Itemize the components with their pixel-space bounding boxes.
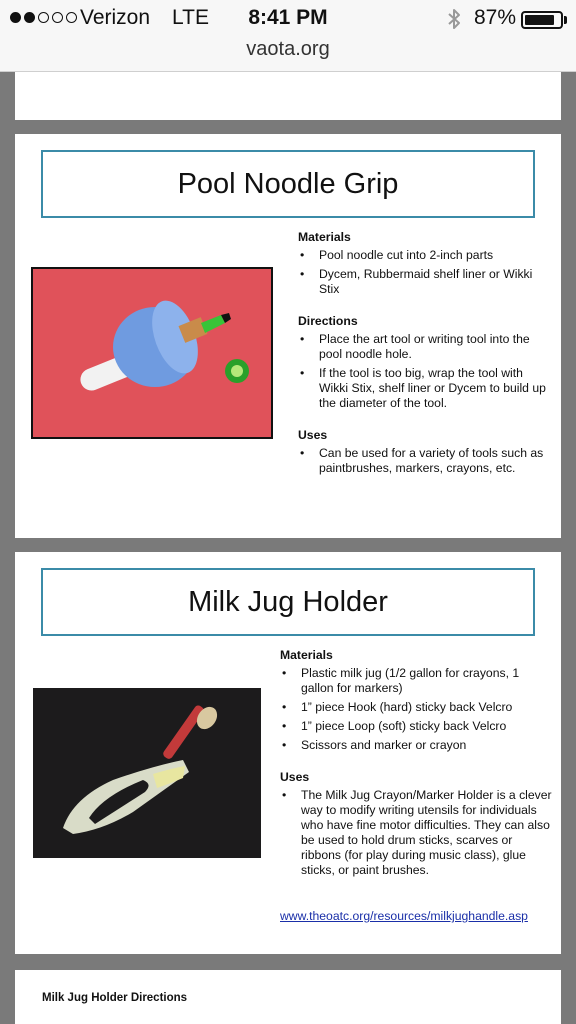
- materials-list: [280, 666, 555, 753]
- uses-list: [298, 446, 548, 476]
- list-item: • Place the art tool or writing tool into the pool noodle hole.: [298, 332, 548, 362]
- list-item: • Can be used for a variety of tools such as paintbrushes, markers, crayons, etc.: [298, 446, 548, 476]
- list-item: • Scissors and marker or crayon: [280, 738, 555, 753]
- slide-previous: [15, 72, 561, 120]
- materials-heading: Materials: [280, 648, 333, 662]
- browser-top-bar: [0, 0, 576, 72]
- uses-heading: Uses: [298, 428, 328, 442]
- battery-percent: 87%: [474, 6, 517, 29]
- address-bar-url[interactable]: vaota.org: [246, 38, 330, 60]
- carrier-name: Verizon: [80, 6, 151, 29]
- list-item: • The Milk Jug Crayon/Marker Holder is a clever way to modify writing utensils for individuals who have fine motor difficulties. They can also be used to hold drum sticks, scarves or ribbons (for play during music class), glue sticks, or paint brushes.: [280, 788, 555, 878]
- list-item: • 1” piece Hook (hard) sticky back Velcro: [280, 700, 555, 715]
- uses-section: [298, 428, 548, 476]
- directions-heading: Directions: [298, 314, 358, 328]
- directions-list: [298, 332, 548, 411]
- directions-section: [298, 314, 548, 411]
- slide-text: [280, 648, 555, 895]
- slide-pool-noodle-grip: [15, 134, 561, 538]
- materials-section: [298, 230, 548, 297]
- list-item: • If the tool is too big, wrap the tool with Wikki Stix, shelf liner or Dycem to build up the diameter of the tool.: [298, 366, 548, 411]
- list-item: • 1” piece Loop (soft) sticky back Velcro: [280, 719, 555, 734]
- slide-heading: Milk Jug Holder Directions: [42, 992, 188, 1004]
- list-item: • Pool noodle cut into 2-inch parts: [298, 248, 548, 263]
- uses-list: [280, 788, 555, 878]
- uses-heading: Uses: [280, 770, 310, 784]
- battery-fill: [525, 15, 554, 25]
- uses-section: [280, 770, 555, 878]
- materials-heading: Materials: [298, 230, 351, 244]
- slide-title: Pool Noodle Grip: [41, 150, 535, 218]
- battery-icon: [521, 11, 563, 29]
- slide-milk-jug-holder-directions: [15, 970, 561, 1024]
- materials-list: [298, 248, 548, 297]
- milk-jug-holder-photo: [33, 688, 261, 858]
- pool-noodle-photo: [31, 267, 273, 439]
- status-time: 8:41 PM: [248, 6, 328, 29]
- battery-tip: [564, 16, 567, 24]
- slide-text: [298, 230, 548, 493]
- resource-link[interactable]: www.theoatc.org/resources/milkjughandle.asp: [280, 909, 528, 923]
- bluetooth-icon: [446, 8, 462, 30]
- network-type: LTE: [172, 6, 209, 29]
- status-bar: [0, 0, 576, 38]
- slide-title: Milk Jug Holder: [41, 568, 535, 636]
- slide-milk-jug-holder: [15, 552, 561, 954]
- list-item: • Dycem, Rubbermaid shelf liner or Wikki Stix: [298, 267, 548, 297]
- materials-section: [280, 648, 555, 753]
- list-item: • Plastic milk jug (1/2 gallon for crayons, 1 gallon for markers): [280, 666, 555, 696]
